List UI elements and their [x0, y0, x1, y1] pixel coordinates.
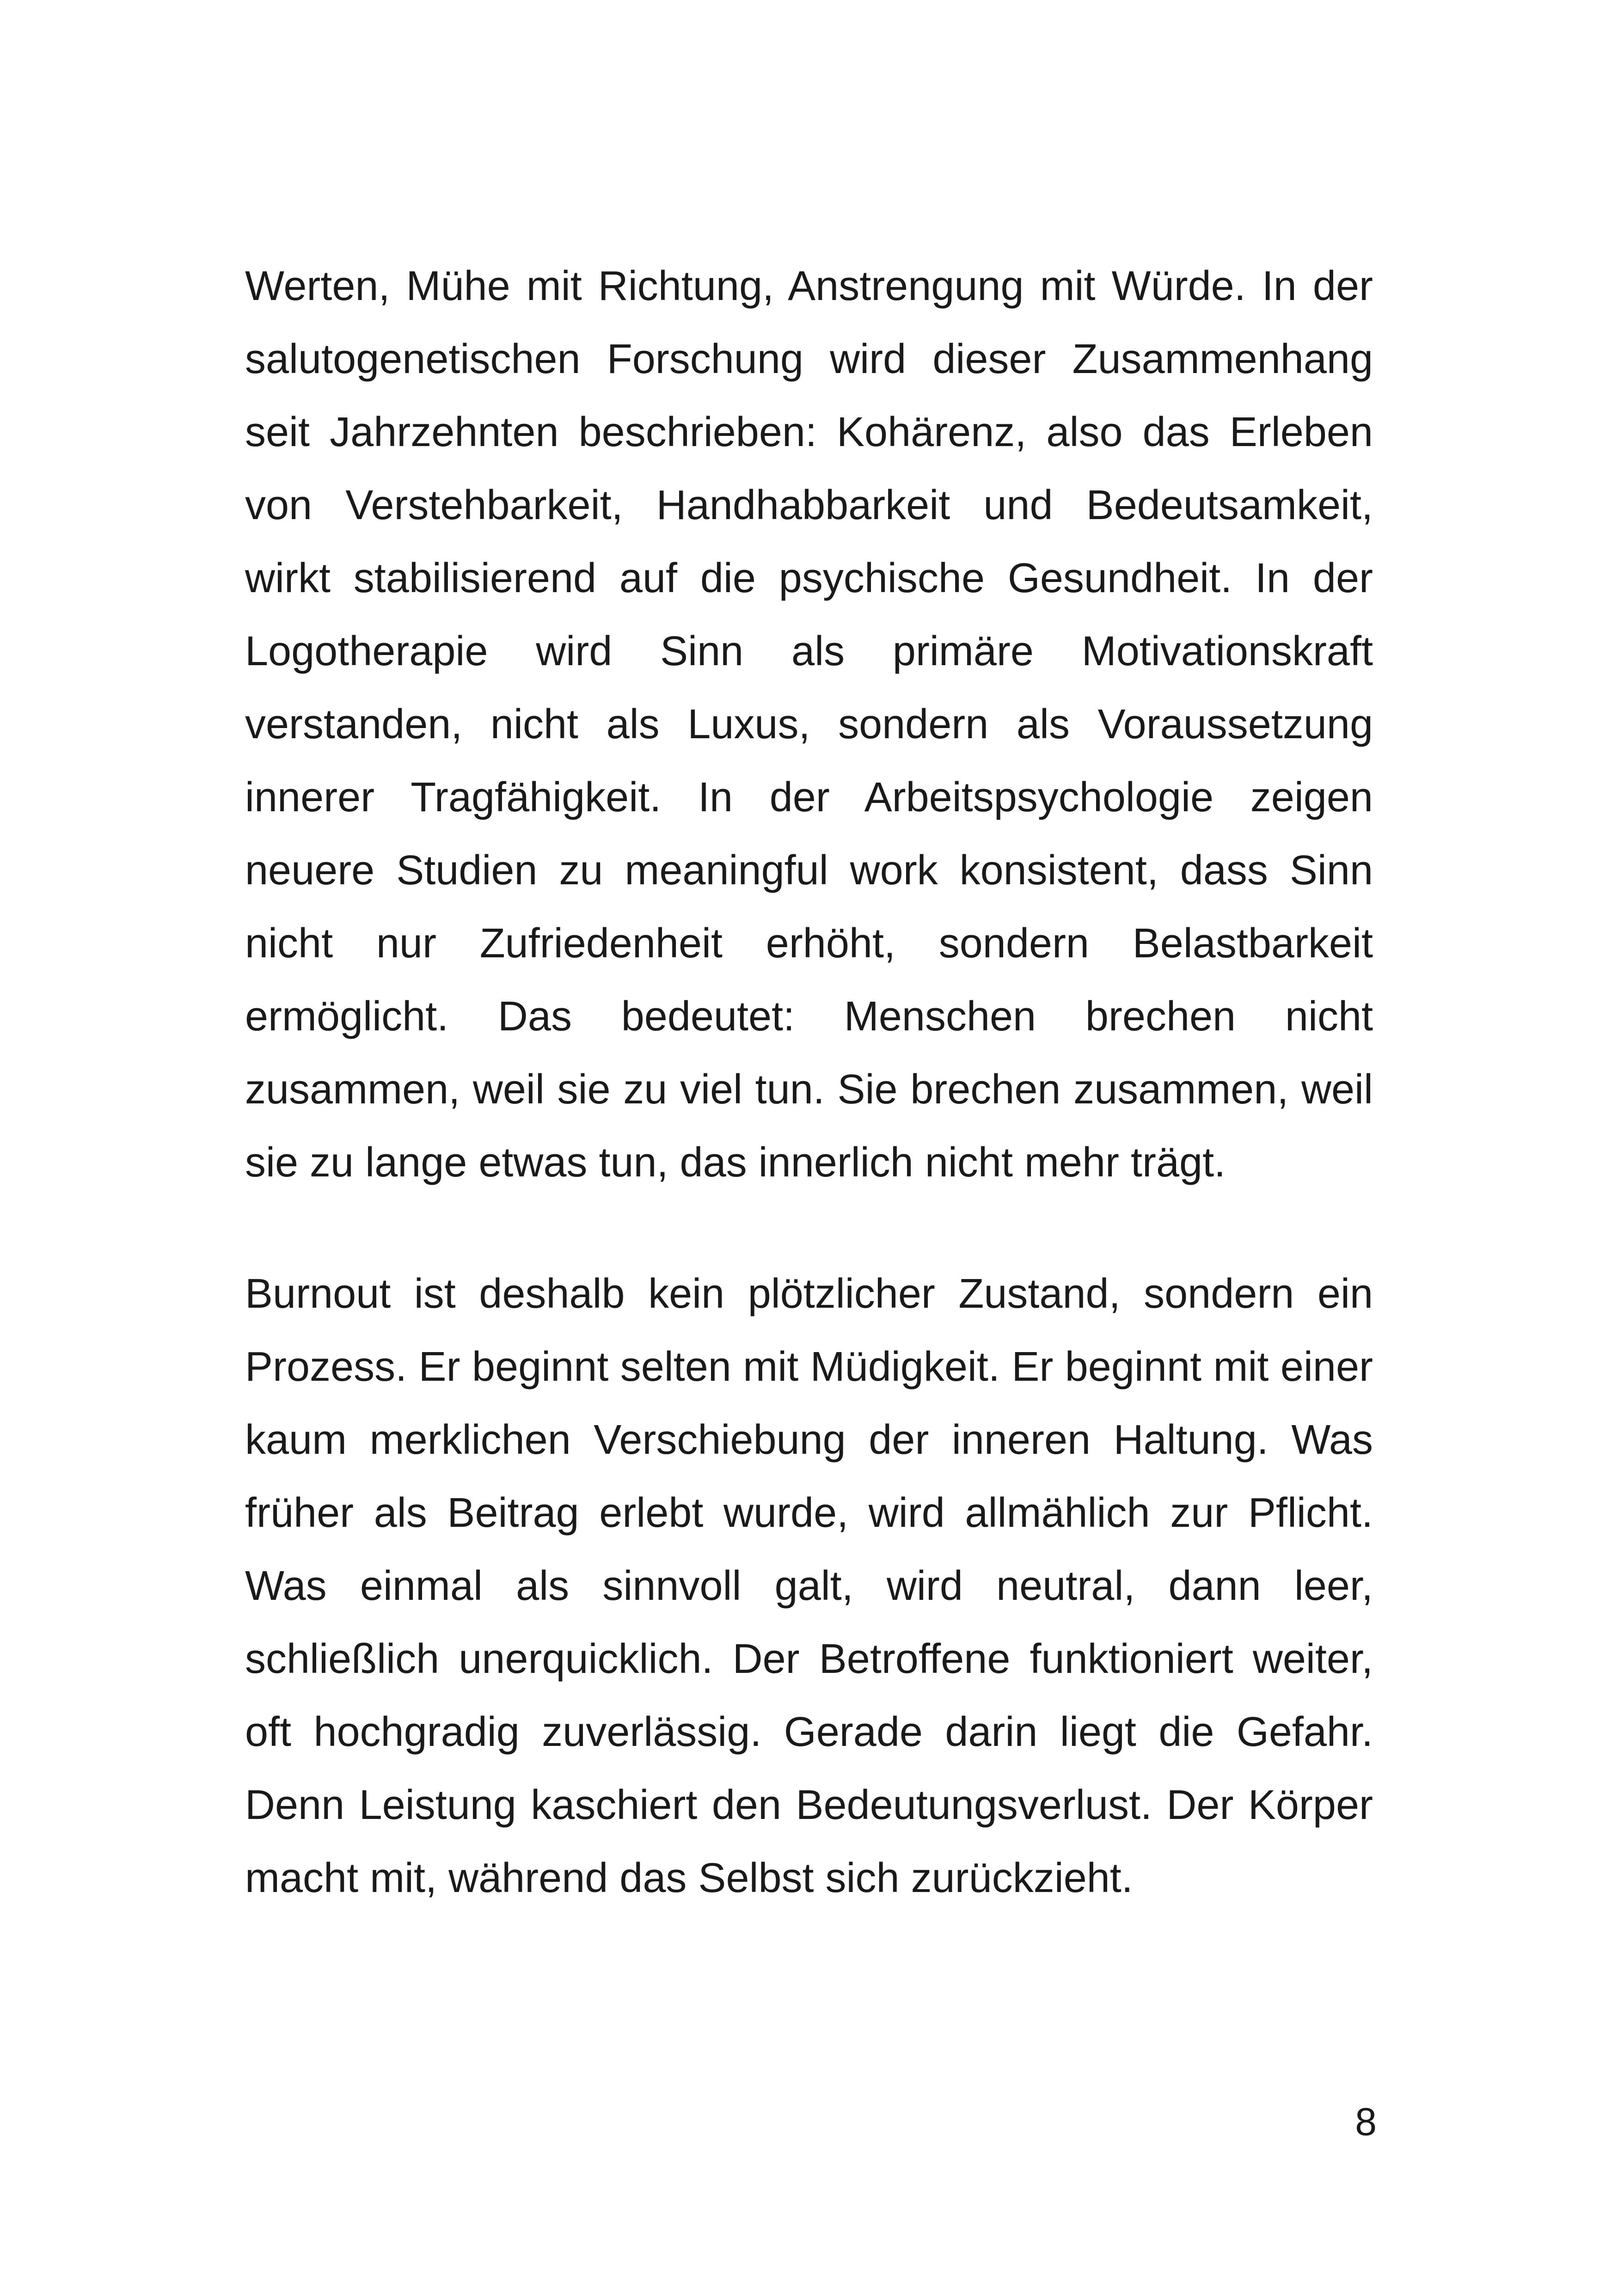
text-line: macht mit, während das Selbst sich zurückzieht.	[245, 1855, 1133, 1901]
text-line: salutogenetischen Forschung wird dieser Zusammenhang	[245, 336, 1373, 382]
body-paragraph	[245, 250, 1373, 1199]
text-line: Werten, Mühe mit Richtung, Anstrengung mit Würde. In der	[245, 263, 1373, 309]
text-line: oft hochgradig zuverlässig. Gerade darin liegt die Gefahr.	[245, 1709, 1373, 1755]
text-line: neuere Studien zu meaningful work konsistent, dass Sinn	[245, 847, 1373, 894]
text-line: Logotherapie wird Sinn als primäre Motivationskraft	[245, 628, 1373, 674]
text-line: Was einmal als sinnvoll galt, wird neutral, dann leer,	[245, 1563, 1373, 1609]
text-line: schließlich unerquicklich. Der Betroffene funktioniert weiter,	[245, 1636, 1373, 1682]
text-line: kaum merklichen Verschiebung der inneren Haltung. Was	[245, 1417, 1373, 1463]
text-line: verstanden, nicht als Luxus, sondern als Voraussetzung	[245, 701, 1373, 747]
text-line: seit Jahrzehnten beschrieben: Kohärenz, also das Erleben	[245, 409, 1373, 455]
body-paragraph	[245, 1257, 1373, 1915]
text-line: Burnout ist deshalb kein plötzlicher Zustand, sondern ein	[245, 1271, 1373, 1317]
text-line: Prozess. Er beginnt selten mit Müdigkeit. Er beginnt mit einer	[245, 1344, 1373, 1390]
page-number: 8	[1355, 2100, 1377, 2143]
text-line: sie zu lange etwas tun, das innerlich nicht mehr trägt.	[245, 1139, 1226, 1186]
text-line: früher als Beitrag erlebt wurde, wird allmählich zur Pflicht.	[245, 1490, 1373, 1536]
text-line: ermöglicht. Das bedeutet: Menschen brechen nicht	[245, 993, 1373, 1040]
text-line: zusammen, weil sie zu viel tun. Sie brechen zusammen, weil	[245, 1066, 1373, 1113]
text-line: innerer Tragfähigkeit. In der Arbeitspsychologie zeigen	[245, 774, 1373, 820]
text-line: Denn Leistung kaschiert den Bedeutungsverlust. Der Körper	[245, 1782, 1373, 1828]
text-line: von Verstehbarkeit, Handhabbarkeit und Bedeutsamkeit,	[245, 482, 1373, 528]
text-line: nicht nur Zufriedenheit erhöht, sondern Belastbarkeit	[245, 920, 1373, 967]
text-line: wirkt stabilisierend auf die psychische Gesundheit. In der	[245, 555, 1373, 601]
